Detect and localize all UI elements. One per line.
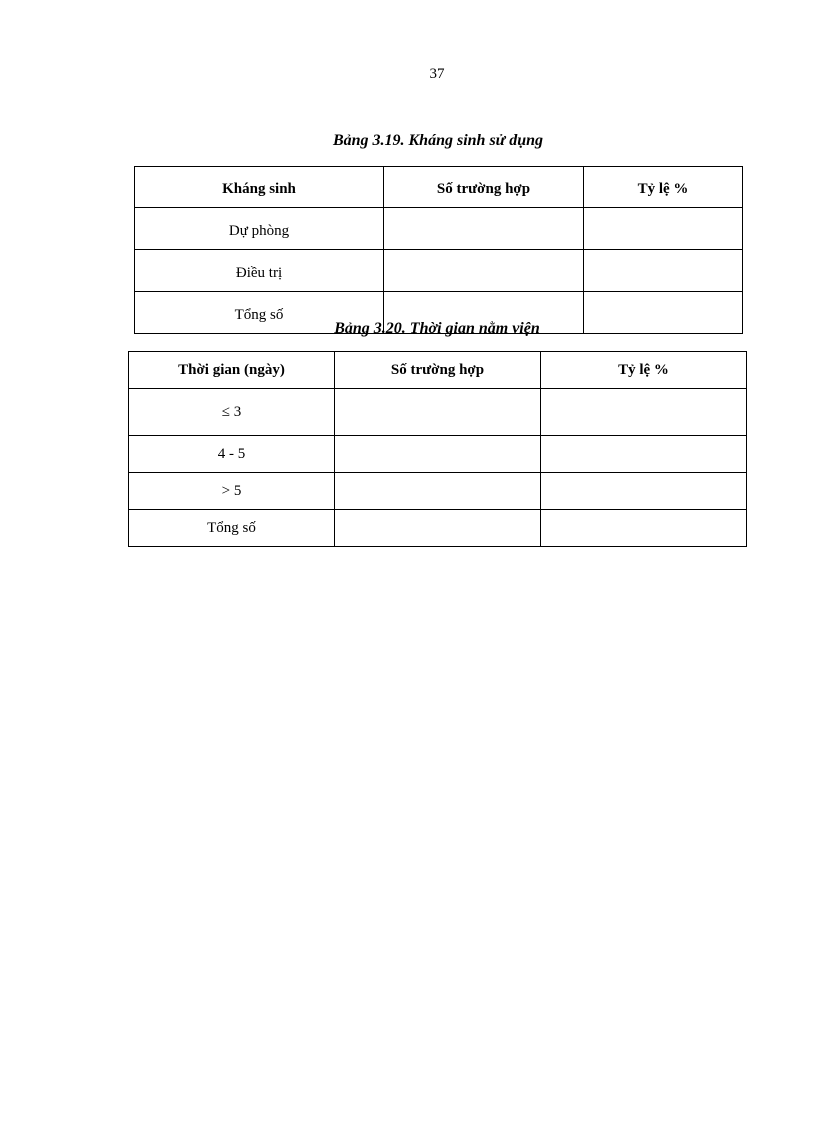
table-caption-3-19: Bảng 3.19. Kháng sinh sử dụng xyxy=(332,132,544,149)
header-case-count: Số trường hợp xyxy=(384,167,584,208)
header-antibiotic: Kháng sinh xyxy=(135,167,384,208)
cell-category: Tổng số xyxy=(135,292,384,334)
cell-case-count xyxy=(384,208,584,250)
table-caption-3-20: Bảng 3.20. Thời gian nằm viện xyxy=(334,320,540,337)
table-row xyxy=(129,510,747,547)
table-row xyxy=(135,208,743,250)
table-header-row xyxy=(129,352,747,389)
cell-percentage xyxy=(584,208,743,250)
cell-percentage xyxy=(541,389,747,436)
table-row xyxy=(129,389,747,436)
hospital-stay-table xyxy=(128,351,747,547)
cell-duration: 4 - 5 xyxy=(129,436,335,473)
cell-case-count xyxy=(384,250,584,292)
table-row xyxy=(129,473,747,510)
cell-duration: Tổng số xyxy=(129,510,335,547)
header-percentage: Tỷ lệ % xyxy=(584,167,743,208)
cell-percentage xyxy=(541,436,747,473)
page-number: 37 xyxy=(429,66,445,82)
cell-percentage xyxy=(541,473,747,510)
header-duration: Thời gian (ngày) xyxy=(129,352,335,389)
cell-duration: > 5 xyxy=(129,473,335,510)
header-case-count: Số trường hợp xyxy=(335,352,541,389)
cell-percentage xyxy=(584,250,743,292)
cell-duration: ≤ 3 xyxy=(129,389,335,436)
cell-case-count xyxy=(335,436,541,473)
cell-case-count xyxy=(335,510,541,547)
cell-category: Điều trị xyxy=(135,250,384,292)
table-row xyxy=(129,436,747,473)
header-percentage: Tỷ lệ % xyxy=(541,352,747,389)
table-header-row xyxy=(135,167,743,208)
antibiotics-table xyxy=(134,166,743,334)
cell-case-count xyxy=(335,473,541,510)
cell-case-count xyxy=(335,389,541,436)
table-row xyxy=(135,250,743,292)
cell-category: Dự phòng xyxy=(135,208,384,250)
cell-percentage xyxy=(541,510,747,547)
